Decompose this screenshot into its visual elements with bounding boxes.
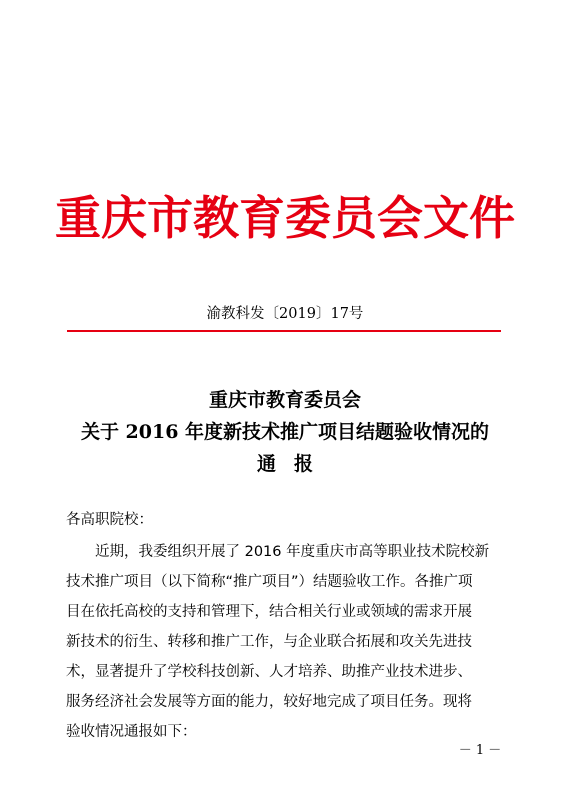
page-number: － 1 － (458, 743, 502, 758)
body-line: 验收情况通报如下： (66, 724, 197, 740)
document-masthead: 重庆市教育委员会文件 (55, 191, 515, 245)
body-line: 新技术的衍生、转移和推广工作，与企业联合拓展和攻关先进技 (66, 634, 472, 650)
title-line-3: 通报 (256, 453, 331, 475)
body-line: 目在依托高校的支持和管理下，结合相关行业或领域的需求开展 (66, 604, 472, 620)
body-paragraph (66, 537, 506, 747)
document-title (0, 384, 570, 480)
document-number: 渝教科发〔2019〕17号 (206, 306, 364, 322)
body-line: 近期，我委组织开展了 2016 年度重庆市高等职业技术院校新 (95, 544, 490, 560)
title-line-1: 重庆市教育委员会 (208, 389, 361, 411)
body-line: 服务经济社会发展等方面的能力，较好地完成了项目任务。现将 (66, 694, 472, 710)
body-line: 术，显著提升了学校科技创新、人才培养、助推产业技术进步、 (66, 664, 472, 680)
body-line: 技术推广项目（以下简称“推广项目”）结题验收工作。各推广项 (66, 574, 473, 590)
title-line-2: 关于 2016 年度新技术推广项目结题验收情况的 (80, 421, 490, 443)
red-divider-line (67, 330, 501, 332)
salutation: 各高职院校： (66, 512, 153, 528)
